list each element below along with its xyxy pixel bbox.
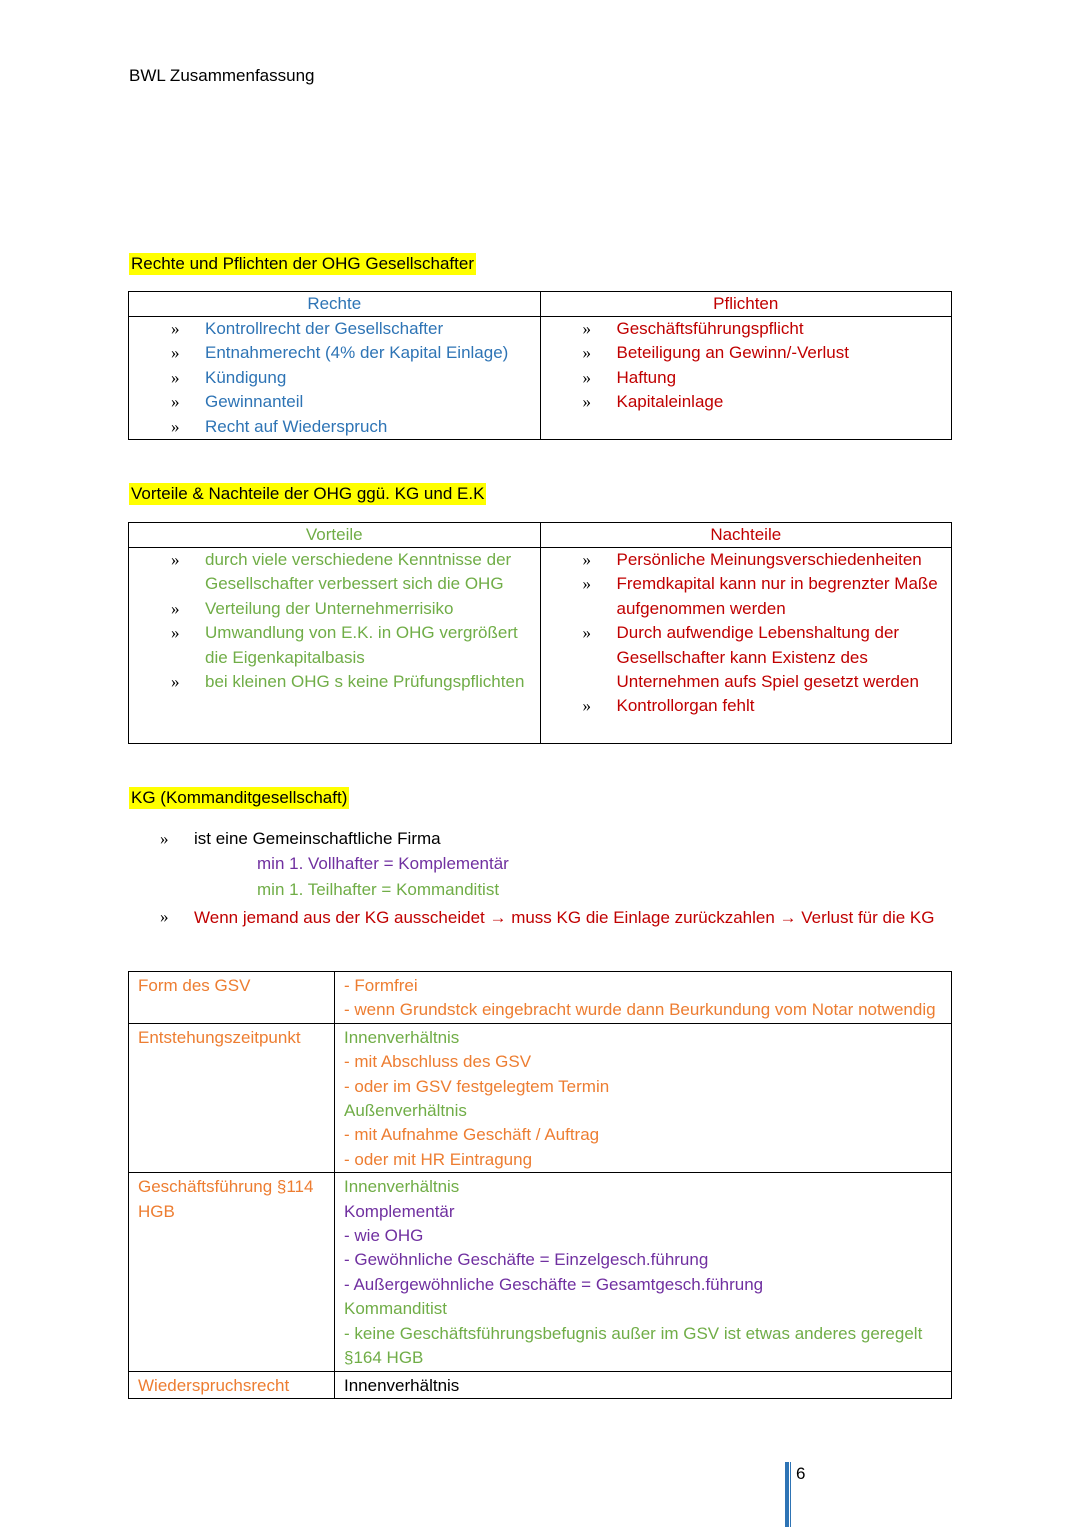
kg-bullet: » Wenn jemand aus der KG ausscheidet → muss KG die Einlage zurückzahlen → Verlust für die KG [160,907,935,927]
row-label: Wiederspruchsrecht [129,1371,335,1398]
table-row [129,1371,952,1398]
kg-description [160,827,960,931]
kg-sub-teilhafter: min 1. Teilhafter = Kommanditist [257,880,500,899]
kg-bullet: » ist eine Gemeinschaftliche Firma [160,827,960,851]
bullet-mark: » [160,829,169,848]
list-item: » Kontrollrecht der Gesellschafter [161,317,540,341]
section-heading-vorteile-nachteile: Vorteile & Nachteile der OHG ggü. KG und E.K [131,484,485,503]
row-content: Innenverhältnis - mit Abschluss des GSV - oder im GSV festgelegtem Termin Außenverhältnis - mit Aufnahme Geschäft / Auftrag - oder mit HR Eintragung [335,1023,952,1172]
footer-rule-thin [790,1462,791,1527]
list-item: » Fremdkapital kann nur in begrenzter Maße aufgenommen werden [573,572,952,621]
list-item: » Kündigung [161,366,540,390]
list-item: » Gewinnanteil [161,390,540,414]
vorteile-nachteile-table [128,522,952,744]
row-label: Entstehungszeitpunkt [129,1023,335,1172]
document-header: BWL Zusammenfassung [129,66,315,85]
list-item: » Durch aufwendige Lebenshaltung der Gesellschafter kann Existenz des Unternehmen aufs Spiel gesetzt werden [573,621,952,694]
table-row [129,972,952,1024]
section-heading-rechte-pflichten: Rechte und Pflichten der OHG Gesellschafter [131,254,474,273]
page-number: 6 [796,1464,806,1483]
list-item: » Recht auf Wiederspruch [161,415,540,439]
table-row [129,1173,952,1371]
section-heading-kg: KG (Kommanditgesellschaft) [131,788,348,807]
column-header-nachteile: Nachteile [540,523,952,548]
rechte-list [129,317,540,439]
list-item: » Kapitaleinlage [573,390,952,414]
list-item: » bei kleinen OHG s keine Prüfungspflichten [161,670,540,694]
rechte-pflichten-table [128,291,952,440]
list-item: » durch viele verschiedene Kenntnisse der Gesellschafter verbessert sich die OHG [161,548,540,597]
list-item: » Haftung [573,366,952,390]
row-content: - Formfrei - wenn Grundstck eingebracht wurde dann Beurkundung vom Notar notwendig [335,972,952,1024]
row-label: Geschäftsführung §114 HGB [129,1173,335,1371]
vorteile-list [129,548,540,694]
kg-details-table [128,971,952,1399]
row-content: Innenverhältnis [335,1371,952,1398]
pflichten-list [541,317,952,415]
list-item: » Persönliche Meinungsverschiedenheiten [573,548,952,572]
list-item: » Beteiligung an Gewinn/-Verlust [573,341,952,365]
kg-sub-vollhafter: min 1. Vollhafter = Komplementär [257,854,509,873]
row-label: Form des GSV [129,972,335,1024]
list-item: » Umwandlung von E.K. in OHG vergrößert die Eigenkapitalbasis [161,621,540,670]
table-row [129,1023,952,1172]
footer-rule [785,1462,789,1527]
column-header-pflichten: Pflichten [540,292,952,317]
list-item: » Geschäftsführungspflicht [573,317,952,341]
list-item: » Entnahmerecht (4% der Kapital Einlage) [161,341,540,365]
nachteile-list [541,548,952,719]
row-content: Innenverhältnis Komplementär - wie OHG - Gewöhnliche Geschäfte = Einzelgesch.führung - Außergewöhnliche Geschäfte = Gesamtgesch.führung Kommanditist - keine Geschäftsführungsbefugnis außer im GSV ist etwas anderes geregelt §164 HGB [335,1173,952,1371]
list-item: » Verteilung der Unternehmerrisiko [161,597,540,621]
list-item: » Kontrollorgan fehlt [573,694,952,718]
column-header-vorteile: Vorteile [129,523,541,548]
bullet-mark: » [160,907,169,926]
column-header-rechte: Rechte [129,292,541,317]
